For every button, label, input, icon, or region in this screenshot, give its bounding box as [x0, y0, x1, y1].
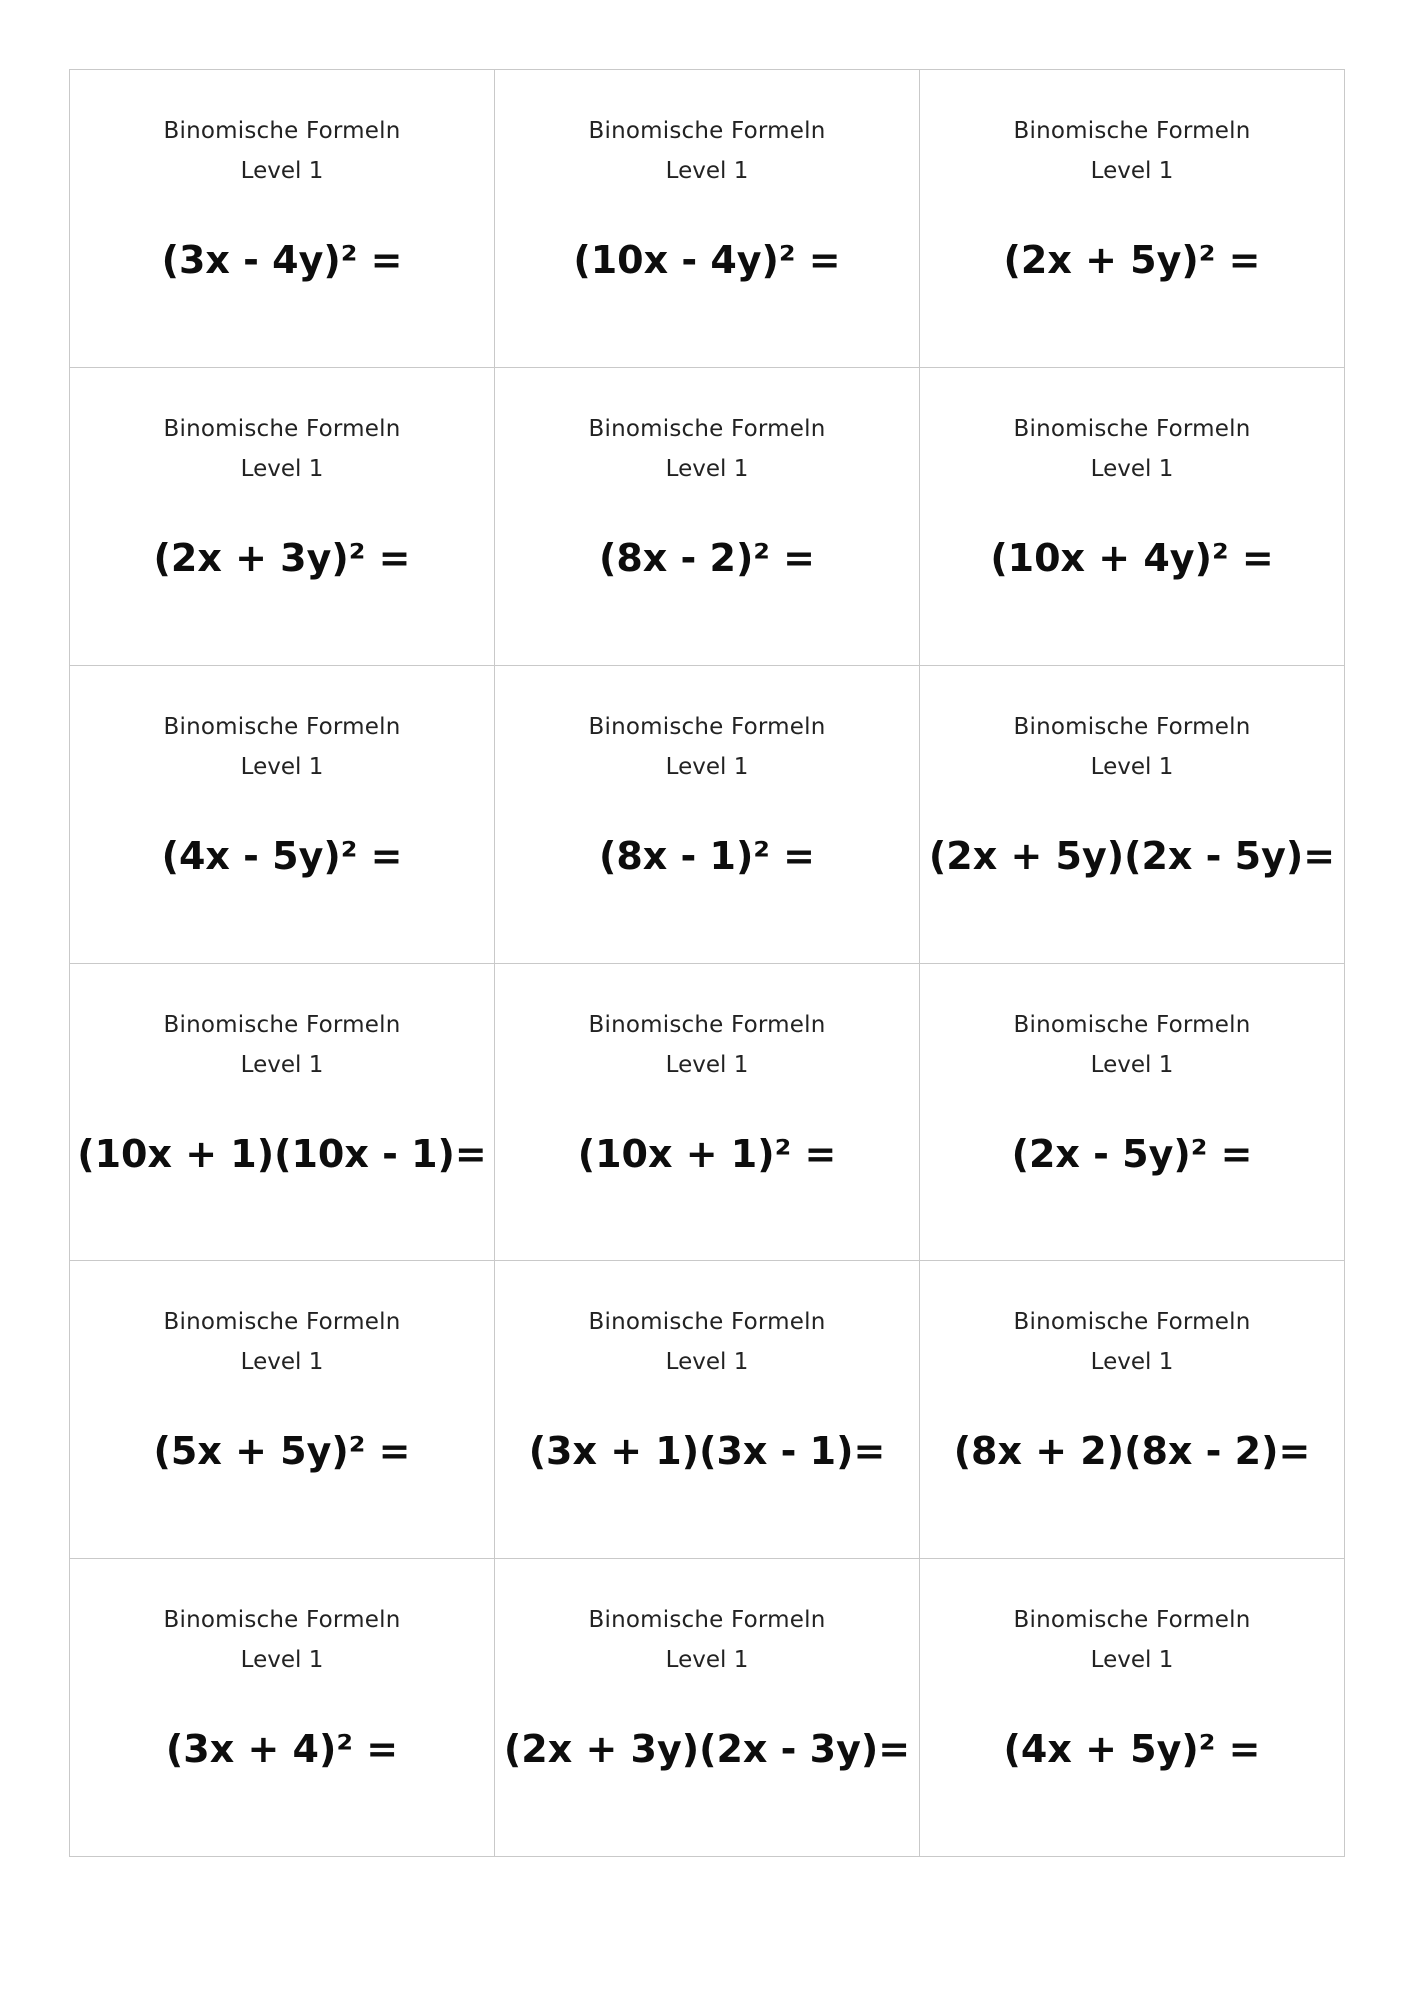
card-title: Binomische Formeln [163, 713, 401, 740]
card-level: Level 1 [665, 1051, 749, 1078]
card-title: Binomische Formeln [1013, 415, 1251, 442]
card-formula: (8x - 2)² = [598, 535, 816, 580]
card-level: Level 1 [240, 455, 324, 482]
card [495, 964, 920, 1262]
card-title: Binomische Formeln [1013, 713, 1251, 740]
card-title: Binomische Formeln [1013, 1011, 1251, 1038]
card-formula: (3x + 4)² = [165, 1727, 399, 1772]
card-formula: (4x + 5y)² = [1003, 1727, 1261, 1772]
card-title: Binomische Formeln [588, 1011, 826, 1038]
card-level: Level 1 [240, 1349, 324, 1376]
card-level: Level 1 [1090, 1349, 1174, 1376]
card-title: Binomische Formeln [588, 713, 826, 740]
card [495, 666, 920, 964]
card-formula: (10x + 1)² = [577, 1131, 837, 1176]
card-formula: (2x - 5y)² = [1011, 1131, 1253, 1176]
card [920, 1261, 1345, 1559]
card [495, 1261, 920, 1559]
card-formula: (10x + 1)(10x - 1)= [77, 1131, 487, 1176]
card-title: Binomische Formeln [163, 1309, 401, 1336]
card-formula: (2x + 3y)(2x - 3y)= [503, 1727, 911, 1772]
card-title: Binomische Formeln [163, 1011, 401, 1038]
card-title: Binomische Formeln [1013, 118, 1251, 144]
card-level: Level 1 [1090, 753, 1174, 780]
card-formula: (8x + 2)(8x - 2)= [953, 1429, 1311, 1474]
card-level: Level 1 [665, 158, 749, 184]
card [495, 70, 920, 368]
card [920, 1559, 1345, 1857]
card-formula: (8x - 1)² = [598, 833, 816, 878]
card [70, 368, 495, 666]
card-formula: (2x + 5y)² = [1003, 238, 1261, 282]
card-formula: (3x + 1)(3x - 1)= [528, 1429, 886, 1474]
card [920, 666, 1345, 964]
card [495, 368, 920, 666]
card [495, 1559, 920, 1857]
card-level: Level 1 [240, 158, 324, 184]
card [920, 368, 1345, 666]
card [70, 1559, 495, 1857]
card-title: Binomische Formeln [588, 415, 826, 442]
card [70, 70, 495, 368]
card-level: Level 1 [665, 1647, 749, 1674]
card-title: Binomische Formeln [163, 118, 401, 144]
card-level: Level 1 [1090, 158, 1174, 184]
card-level: Level 1 [1090, 1647, 1174, 1674]
card-level: Level 1 [665, 753, 749, 780]
card-title: Binomische Formeln [588, 118, 826, 144]
card-title: Binomische Formeln [1013, 1309, 1251, 1336]
card-formula: (2x + 5y)(2x - 5y)= [928, 833, 1336, 878]
card [920, 70, 1345, 368]
card-level: Level 1 [240, 1647, 324, 1674]
card [70, 666, 495, 964]
card-formula: (2x + 3y)² = [153, 535, 411, 580]
card-sheet [69, 69, 1345, 1857]
card-level: Level 1 [665, 455, 749, 482]
card-title: Binomische Formeln [163, 1607, 401, 1634]
card-formula: (5x + 5y)² = [153, 1429, 411, 1474]
card-level: Level 1 [1090, 1051, 1174, 1078]
card-title: Binomische Formeln [163, 415, 401, 442]
card-formula: (10x + 4y)² = [990, 535, 1274, 580]
card-level: Level 1 [1090, 455, 1174, 482]
card-formula: (4x - 5y)² = [161, 833, 403, 878]
card [70, 1261, 495, 1559]
card-title: Binomische Formeln [588, 1607, 826, 1634]
card-formula: (10x - 4y)² = [573, 238, 841, 282]
card-level: Level 1 [240, 753, 324, 780]
card-title: Binomische Formeln [1013, 1607, 1251, 1634]
card-level: Level 1 [665, 1349, 749, 1376]
card-title: Binomische Formeln [588, 1309, 826, 1336]
card-level: Level 1 [240, 1051, 324, 1078]
card [920, 964, 1345, 1262]
card-formula: (3x - 4y)² = [161, 238, 403, 282]
card [70, 964, 495, 1262]
